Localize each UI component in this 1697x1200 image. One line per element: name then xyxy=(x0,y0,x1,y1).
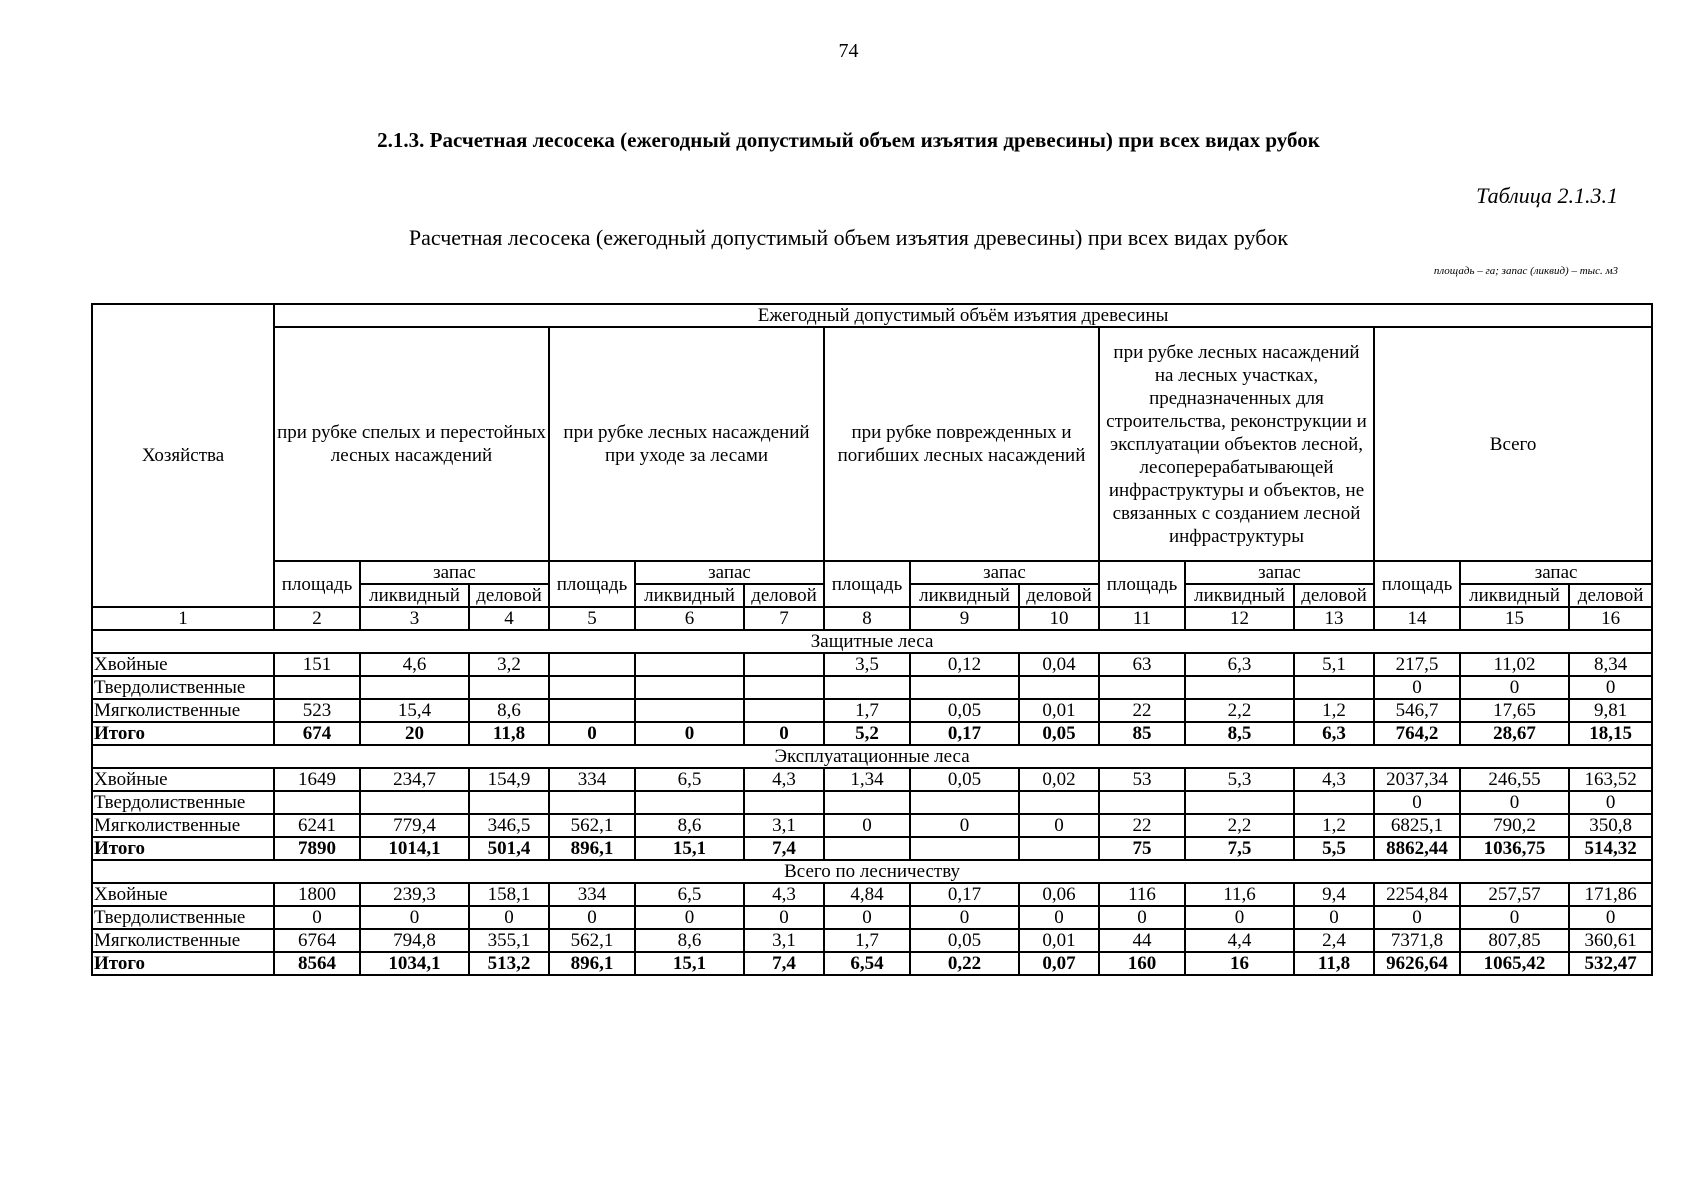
table-cell: 0 xyxy=(1569,791,1652,814)
header-row-groups xyxy=(92,327,1652,561)
header-liquid: ликвидный xyxy=(360,584,469,607)
row-name: Хвойные xyxy=(92,653,274,676)
table-cell: 0,05 xyxy=(910,929,1019,952)
header-business: деловой xyxy=(744,584,824,607)
table-row xyxy=(92,952,1652,975)
table-cell: 0 xyxy=(824,906,910,929)
table-cell: 7371,8 xyxy=(1374,929,1460,952)
table-cell: 16 xyxy=(1185,952,1294,975)
column-number: 3 xyxy=(360,607,469,630)
table-cell: 8862,44 xyxy=(1374,837,1460,860)
column-number: 1 xyxy=(92,607,274,630)
section-title: Эксплуатационные леса xyxy=(92,745,1652,768)
table-cell: 1065,42 xyxy=(1460,952,1569,975)
table-title: Расчетная лесосека (ежегодный допустимый объем изъятия древесины) при всех видах рубок xyxy=(408,225,1289,250)
table-row xyxy=(92,837,1652,860)
table-cell: 0 xyxy=(1569,676,1652,699)
table-cell: 0 xyxy=(469,906,549,929)
table-cell xyxy=(1099,676,1185,699)
table-cell: 0 xyxy=(1460,676,1569,699)
table-cell: 11,02 xyxy=(1460,653,1569,676)
table-cell: 360,61 xyxy=(1569,929,1652,952)
row-name: Твердолиственные xyxy=(92,791,274,814)
table-cell: 63 xyxy=(1099,653,1185,676)
row-name: Хвойные xyxy=(92,883,274,906)
table-cell xyxy=(1019,791,1099,814)
header-group-infrastructure: при рубке лесных насаждений на лесных участках, предназначенных для строительства, реконструкции и эксплуатации объектов лесной, лесоперерабатывающей инфраструктуры и объектов, не связанных с созданием лесной инфраструктуры xyxy=(1099,327,1374,561)
header-business: деловой xyxy=(1569,584,1652,607)
table-cell: 2254,84 xyxy=(1374,883,1460,906)
header-annual-volume: Ежегодный допустимый объём изъятия древесины xyxy=(274,304,1652,327)
table-cell: 22 xyxy=(1099,814,1185,837)
table-cell: 0,17 xyxy=(910,722,1019,745)
section-heading: 2.1.3. Расчетная лесосека (ежегодный допустимый объем изъятия древесины) при всех видах рубок xyxy=(377,128,1320,152)
column-number: 8 xyxy=(824,607,910,630)
table-cell: 6,3 xyxy=(1185,653,1294,676)
table-cell: 1034,1 xyxy=(360,952,469,975)
table-cell: 11,6 xyxy=(1185,883,1294,906)
table-cell xyxy=(824,791,910,814)
page-number: 74 xyxy=(838,40,859,62)
header-business: деловой xyxy=(469,584,549,607)
table-cell: 532,47 xyxy=(1569,952,1652,975)
table-cell: 5,3 xyxy=(1185,768,1294,791)
table-cell: 0,22 xyxy=(910,952,1019,975)
table-cell: 4,84 xyxy=(824,883,910,906)
table-cell: 0 xyxy=(824,814,910,837)
header-farms: Хозяйства xyxy=(92,304,274,607)
table-cell: 5,2 xyxy=(824,722,910,745)
table-cell: 562,1 xyxy=(549,929,635,952)
row-name: Твердолиственные xyxy=(92,676,274,699)
table-cell: 1,2 xyxy=(1294,814,1374,837)
column-number: 11 xyxy=(1099,607,1185,630)
table-cell: 674 xyxy=(274,722,360,745)
table-cell: 0 xyxy=(1019,814,1099,837)
table-cell xyxy=(635,791,744,814)
header-stock: запас xyxy=(360,561,549,584)
table-cell: 5,5 xyxy=(1294,837,1374,860)
table-row xyxy=(92,791,1652,814)
table-cell: 85 xyxy=(1099,722,1185,745)
header-stock: запас xyxy=(1460,561,1652,584)
table-cell: 346,5 xyxy=(469,814,549,837)
header-area: площадь xyxy=(1099,561,1185,607)
header-business: деловой xyxy=(1294,584,1374,607)
table-cell: 53 xyxy=(1099,768,1185,791)
table-cell: 28,67 xyxy=(1460,722,1569,745)
table-cell: 2,4 xyxy=(1294,929,1374,952)
header-area: площадь xyxy=(824,561,910,607)
table-row xyxy=(92,699,1652,722)
table-row xyxy=(92,814,1652,837)
table-cell: 8,5 xyxy=(1185,722,1294,745)
header-area: площадь xyxy=(1374,561,1460,607)
header-area: площадь xyxy=(549,561,635,607)
table-row xyxy=(92,653,1652,676)
header-row-measures xyxy=(92,561,1652,584)
table-cell: 239,3 xyxy=(360,883,469,906)
row-name: Мягколиственные xyxy=(92,814,274,837)
table-cell: 2037,34 xyxy=(1374,768,1460,791)
table-cell: 1800 xyxy=(274,883,360,906)
table-cell: 334 xyxy=(549,768,635,791)
column-number: 4 xyxy=(469,607,549,630)
table-cell: 0 xyxy=(549,722,635,745)
header-liquid: ликвидный xyxy=(1185,584,1294,607)
table-cell: 764,2 xyxy=(1374,722,1460,745)
column-number: 10 xyxy=(1019,607,1099,630)
table-cell xyxy=(635,653,744,676)
table-cell: 246,55 xyxy=(1460,768,1569,791)
table-cell: 1,2 xyxy=(1294,699,1374,722)
table-cell: 0 xyxy=(274,906,360,929)
table-cell: 896,1 xyxy=(549,952,635,975)
table-cell: 163,52 xyxy=(1569,768,1652,791)
table-cell: 9,4 xyxy=(1294,883,1374,906)
table-cell: 0,07 xyxy=(1019,952,1099,975)
table-cell: 0 xyxy=(360,906,469,929)
table-cell xyxy=(635,699,744,722)
table-cell xyxy=(549,791,635,814)
table-cell xyxy=(1099,791,1185,814)
section-title-row xyxy=(92,745,1652,768)
table-cell: 0,12 xyxy=(910,653,1019,676)
table-cell xyxy=(910,676,1019,699)
header-business: деловой xyxy=(1019,584,1099,607)
table-cell: 1,7 xyxy=(824,699,910,722)
table-cell: 75 xyxy=(1099,837,1185,860)
table-cell: 1036,75 xyxy=(1460,837,1569,860)
table-cell: 514,32 xyxy=(1569,837,1652,860)
table-cell: 0,05 xyxy=(1019,722,1099,745)
table-cell: 334 xyxy=(549,883,635,906)
units-note: площадь – га; запас (ликвид) – тыс. м3 xyxy=(1433,265,1618,277)
table-cell: 44 xyxy=(1099,929,1185,952)
section-title: Всего по лесничеству xyxy=(92,860,1652,883)
header-stock: запас xyxy=(1185,561,1374,584)
table-cell: 6241 xyxy=(274,814,360,837)
table-cell: 6,54 xyxy=(824,952,910,975)
header-group-care: при рубке лесных насаждений при уходе за лесами xyxy=(549,327,824,561)
table-cell: 171,86 xyxy=(1569,883,1652,906)
table-cell: 234,7 xyxy=(360,768,469,791)
table-cell: 0,17 xyxy=(910,883,1019,906)
header-group-total: Всего xyxy=(1374,327,1652,561)
table-cell: 7,4 xyxy=(744,837,824,860)
table-cell: 523 xyxy=(274,699,360,722)
table-cell: 0,01 xyxy=(1019,929,1099,952)
table-cell: 6,5 xyxy=(635,768,744,791)
table-cell: 11,8 xyxy=(469,722,549,745)
table-cell: 22 xyxy=(1099,699,1185,722)
table-cell: 0 xyxy=(549,906,635,929)
header-liquid: ликвидный xyxy=(910,584,1019,607)
table-cell: 779,4 xyxy=(360,814,469,837)
table-cell: 6,5 xyxy=(635,883,744,906)
table-cell xyxy=(360,676,469,699)
table-cell: 790,2 xyxy=(1460,814,1569,837)
table-cell: 5,1 xyxy=(1294,653,1374,676)
table-cell: 4,4 xyxy=(1185,929,1294,952)
table-cell: 0 xyxy=(1460,791,1569,814)
table-cell xyxy=(910,791,1019,814)
table-cell: 2,2 xyxy=(1185,814,1294,837)
row-name: Итого xyxy=(92,952,274,975)
table-cell: 11,8 xyxy=(1294,952,1374,975)
table-row xyxy=(92,929,1652,952)
table-cell: 1014,1 xyxy=(360,837,469,860)
table-cell: 0,06 xyxy=(1019,883,1099,906)
table-cell: 0,01 xyxy=(1019,699,1099,722)
table-cell: 15,1 xyxy=(635,837,744,860)
table-cell: 513,2 xyxy=(469,952,549,975)
table-cell: 0 xyxy=(1569,906,1652,929)
column-number: 7 xyxy=(744,607,824,630)
table-cell: 6,3 xyxy=(1294,722,1374,745)
table-cell xyxy=(1294,676,1374,699)
column-number: 9 xyxy=(910,607,1019,630)
table-cell: 807,85 xyxy=(1460,929,1569,952)
table-cell: 0 xyxy=(635,906,744,929)
table-cell xyxy=(744,699,824,722)
table-cell: 355,1 xyxy=(469,929,549,952)
row-name: Мягколиственные xyxy=(92,929,274,952)
row-name: Твердолиственные xyxy=(92,906,274,929)
table-cell: 3,1 xyxy=(744,929,824,952)
table-cell: 3,1 xyxy=(744,814,824,837)
table-cell: 154,9 xyxy=(469,768,549,791)
row-name: Итого xyxy=(92,837,274,860)
table-row xyxy=(92,883,1652,906)
row-name: Мягколиственные xyxy=(92,699,274,722)
table-cell: 4,3 xyxy=(744,883,824,906)
table-cell xyxy=(910,837,1019,860)
table-cell: 20 xyxy=(360,722,469,745)
table-cell: 2,2 xyxy=(1185,699,1294,722)
table-cell: 0 xyxy=(1185,906,1294,929)
table-row xyxy=(92,722,1652,745)
table-cell: 0 xyxy=(744,722,824,745)
table-cell: 4,3 xyxy=(744,768,824,791)
table-cell: 0 xyxy=(1019,906,1099,929)
header-area: площадь xyxy=(274,561,360,607)
table-cell: 0 xyxy=(1374,791,1460,814)
table-cell: 9,81 xyxy=(1569,699,1652,722)
table-cell xyxy=(744,676,824,699)
table-cell xyxy=(824,837,910,860)
table-cell: 8,6 xyxy=(469,699,549,722)
section-title: Защитные леса xyxy=(92,630,1652,653)
table-cell: 1649 xyxy=(274,768,360,791)
table-cell: 0 xyxy=(910,814,1019,837)
table-cell xyxy=(744,653,824,676)
table-cell: 1,7 xyxy=(824,929,910,952)
table-cell: 0,05 xyxy=(910,699,1019,722)
column-number: 12 xyxy=(1185,607,1294,630)
table-cell: 4,3 xyxy=(1294,768,1374,791)
table-cell xyxy=(1019,676,1099,699)
table-cell xyxy=(1185,791,1294,814)
table-cell xyxy=(635,676,744,699)
column-number: 13 xyxy=(1294,607,1374,630)
table-cell: 257,57 xyxy=(1460,883,1569,906)
table-cell xyxy=(1185,676,1294,699)
column-number: 6 xyxy=(635,607,744,630)
table-cell: 0 xyxy=(1374,676,1460,699)
table-row xyxy=(92,768,1652,791)
header-liquid: ликвидный xyxy=(635,584,744,607)
column-number: 5 xyxy=(549,607,635,630)
table-cell: 0 xyxy=(635,722,744,745)
table-cell xyxy=(549,676,635,699)
table-cell: 0 xyxy=(1294,906,1374,929)
table-cell xyxy=(824,676,910,699)
header-stock: запас xyxy=(635,561,824,584)
table-cell: 6764 xyxy=(274,929,360,952)
table-cell: 0 xyxy=(1099,906,1185,929)
table-cell: 794,8 xyxy=(360,929,469,952)
table-cell: 158,1 xyxy=(469,883,549,906)
table-cell xyxy=(549,699,635,722)
header-liquid: ликвидный xyxy=(1460,584,1569,607)
table-cell: 0 xyxy=(910,906,1019,929)
table-cell: 0 xyxy=(744,906,824,929)
table-cell xyxy=(1019,837,1099,860)
table-cell xyxy=(360,791,469,814)
table-cell: 7,4 xyxy=(744,952,824,975)
table-cell: 217,5 xyxy=(1374,653,1460,676)
table-cell: 896,1 xyxy=(549,837,635,860)
table-cell: 116 xyxy=(1099,883,1185,906)
table-label: Таблица 2.1.3.1 xyxy=(1476,183,1618,208)
section-title-row xyxy=(92,860,1652,883)
table-cell xyxy=(274,791,360,814)
table-cell: 0 xyxy=(1460,906,1569,929)
table-cell: 17,65 xyxy=(1460,699,1569,722)
table-cell xyxy=(274,676,360,699)
column-number-row xyxy=(92,607,1652,630)
table-cell: 501,4 xyxy=(469,837,549,860)
column-number: 14 xyxy=(1374,607,1460,630)
table-cell: 18,15 xyxy=(1569,722,1652,745)
table-cell: 9626,64 xyxy=(1374,952,1460,975)
table-cell: 546,7 xyxy=(1374,699,1460,722)
table-cell xyxy=(744,791,824,814)
table-cell: 1,34 xyxy=(824,768,910,791)
table-cell: 0,02 xyxy=(1019,768,1099,791)
table-cell: 350,8 xyxy=(1569,814,1652,837)
table-cell: 0 xyxy=(1374,906,1460,929)
table-cell: 6825,1 xyxy=(1374,814,1460,837)
table-cell: 160 xyxy=(1099,952,1185,975)
table-row xyxy=(92,676,1652,699)
table-cell: 0,05 xyxy=(910,768,1019,791)
column-number: 2 xyxy=(274,607,360,630)
table-cell xyxy=(469,676,549,699)
column-number: 16 xyxy=(1569,607,1652,630)
table-cell: 8,6 xyxy=(635,814,744,837)
header-group-damaged: при рубке поврежденных и погибших лесных насаждений xyxy=(824,327,1099,561)
table-cell: 151 xyxy=(274,653,360,676)
table-cell: 3,5 xyxy=(824,653,910,676)
table-cell: 8,6 xyxy=(635,929,744,952)
table-cell: 562,1 xyxy=(549,814,635,837)
row-name: Итого xyxy=(92,722,274,745)
table-cell: 3,2 xyxy=(469,653,549,676)
table-cell xyxy=(1294,791,1374,814)
table-cell: 7,5 xyxy=(1185,837,1294,860)
table-cell: 7890 xyxy=(274,837,360,860)
column-number: 15 xyxy=(1460,607,1569,630)
header-stock: запас xyxy=(910,561,1099,584)
header-row-top xyxy=(92,304,1652,327)
table-cell xyxy=(549,653,635,676)
section-title-row xyxy=(92,630,1652,653)
table-cell: 8564 xyxy=(274,952,360,975)
table-cell: 0,04 xyxy=(1019,653,1099,676)
row-name: Хвойные xyxy=(92,768,274,791)
header-group-mature: при рубке спелых и перестойных лесных насаждений xyxy=(274,327,549,561)
table-cell: 15,4 xyxy=(360,699,469,722)
table-cell xyxy=(469,791,549,814)
table-row xyxy=(92,906,1652,929)
table-cell: 8,34 xyxy=(1569,653,1652,676)
timber-harvest-table xyxy=(91,303,1653,976)
table-cell: 15,1 xyxy=(635,952,744,975)
table-cell: 4,6 xyxy=(360,653,469,676)
